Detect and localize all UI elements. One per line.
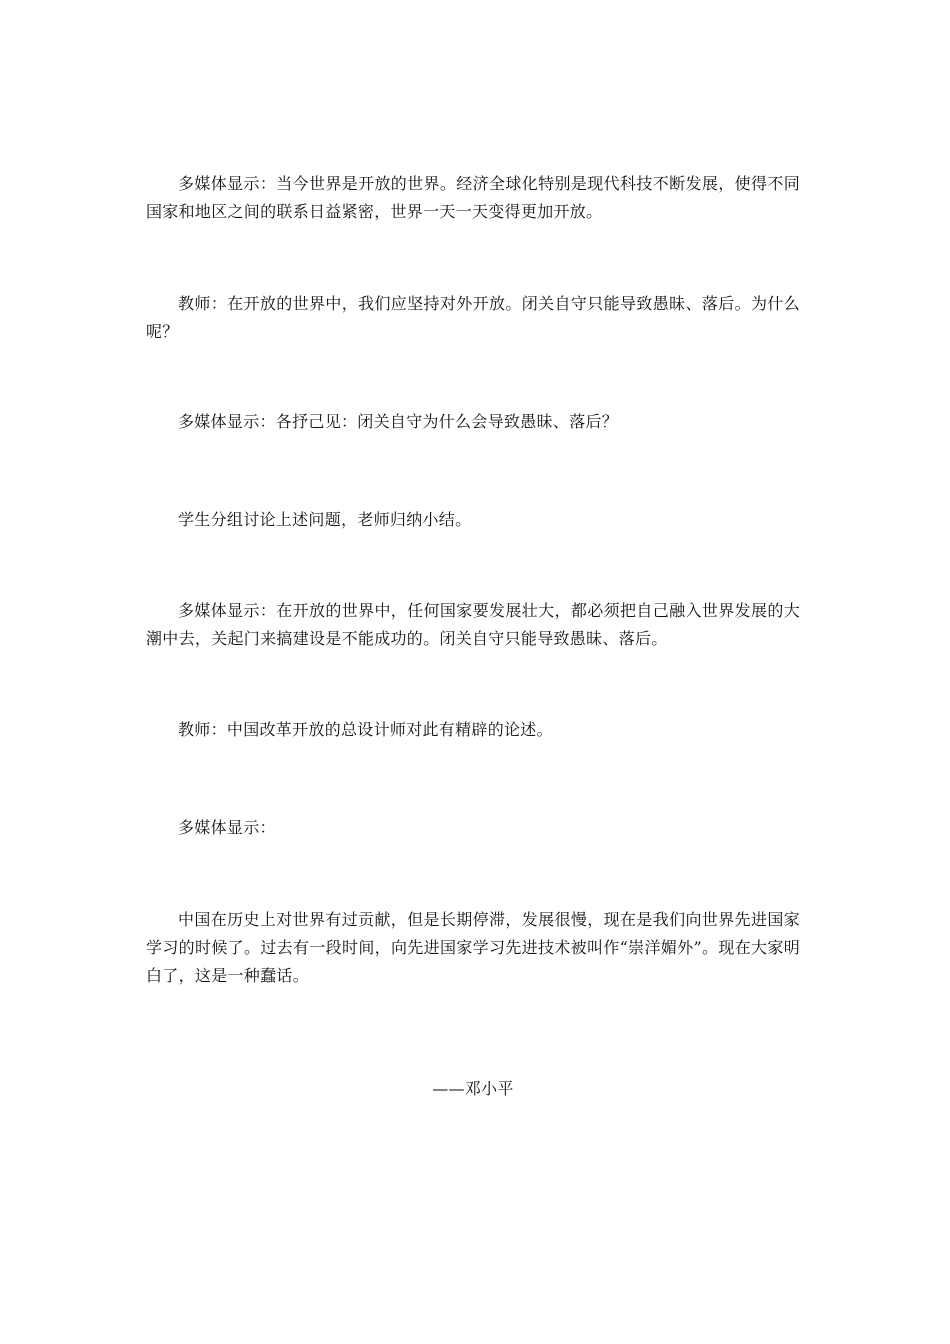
paragraph-multimedia-summary: 多媒体显示：在开放的世界中，任何国家要发展壮大，都必须把自己融入世界发展的大潮中去，关起门来搞建设是不能成功的。闭关自守只能导致愚昧、落后。 (146, 601, 800, 648)
paragraph-teacher-open-world: 教师：在开放的世界中，我们应坚持对外开放。闭关自守只能导致愚昧、落后。为什么呢？ (146, 294, 800, 341)
paragraph-deng-quote: 中国在历史上对世界有过贡献，但是长期停滞，发展很慢，现在是我们向世界先进国家学习的时候了。过去有一段时间，向先进国家学习先进技术被叫作“崇洋媚外”。现在大家明白了，这是一种蠢话。 (146, 910, 800, 985)
paragraph-multimedia-discussion-question: 多媒体显示：各抒己见：闭关自守为什么会导致愚昧、落后？ (178, 412, 619, 431)
paragraph-multimedia-open-world: 多媒体显示：当今世界是开放的世界。经济全球化特别是现代科技不断发展，使得不同国家和地区之间的联系日益紧密，世界一天一天变得更加开放。 (146, 174, 800, 221)
quote-signature: ——邓小平 (432, 1079, 514, 1098)
paragraph-multimedia-label: 多媒体显示： (178, 818, 276, 837)
paragraph-student-discussion: 学生分组讨论上述问题，老师归纳小结。 (178, 510, 472, 529)
paragraph-teacher-quote-intro: 教师：中国改革开放的总设计师对此有精辟的论述。 (178, 720, 553, 739)
